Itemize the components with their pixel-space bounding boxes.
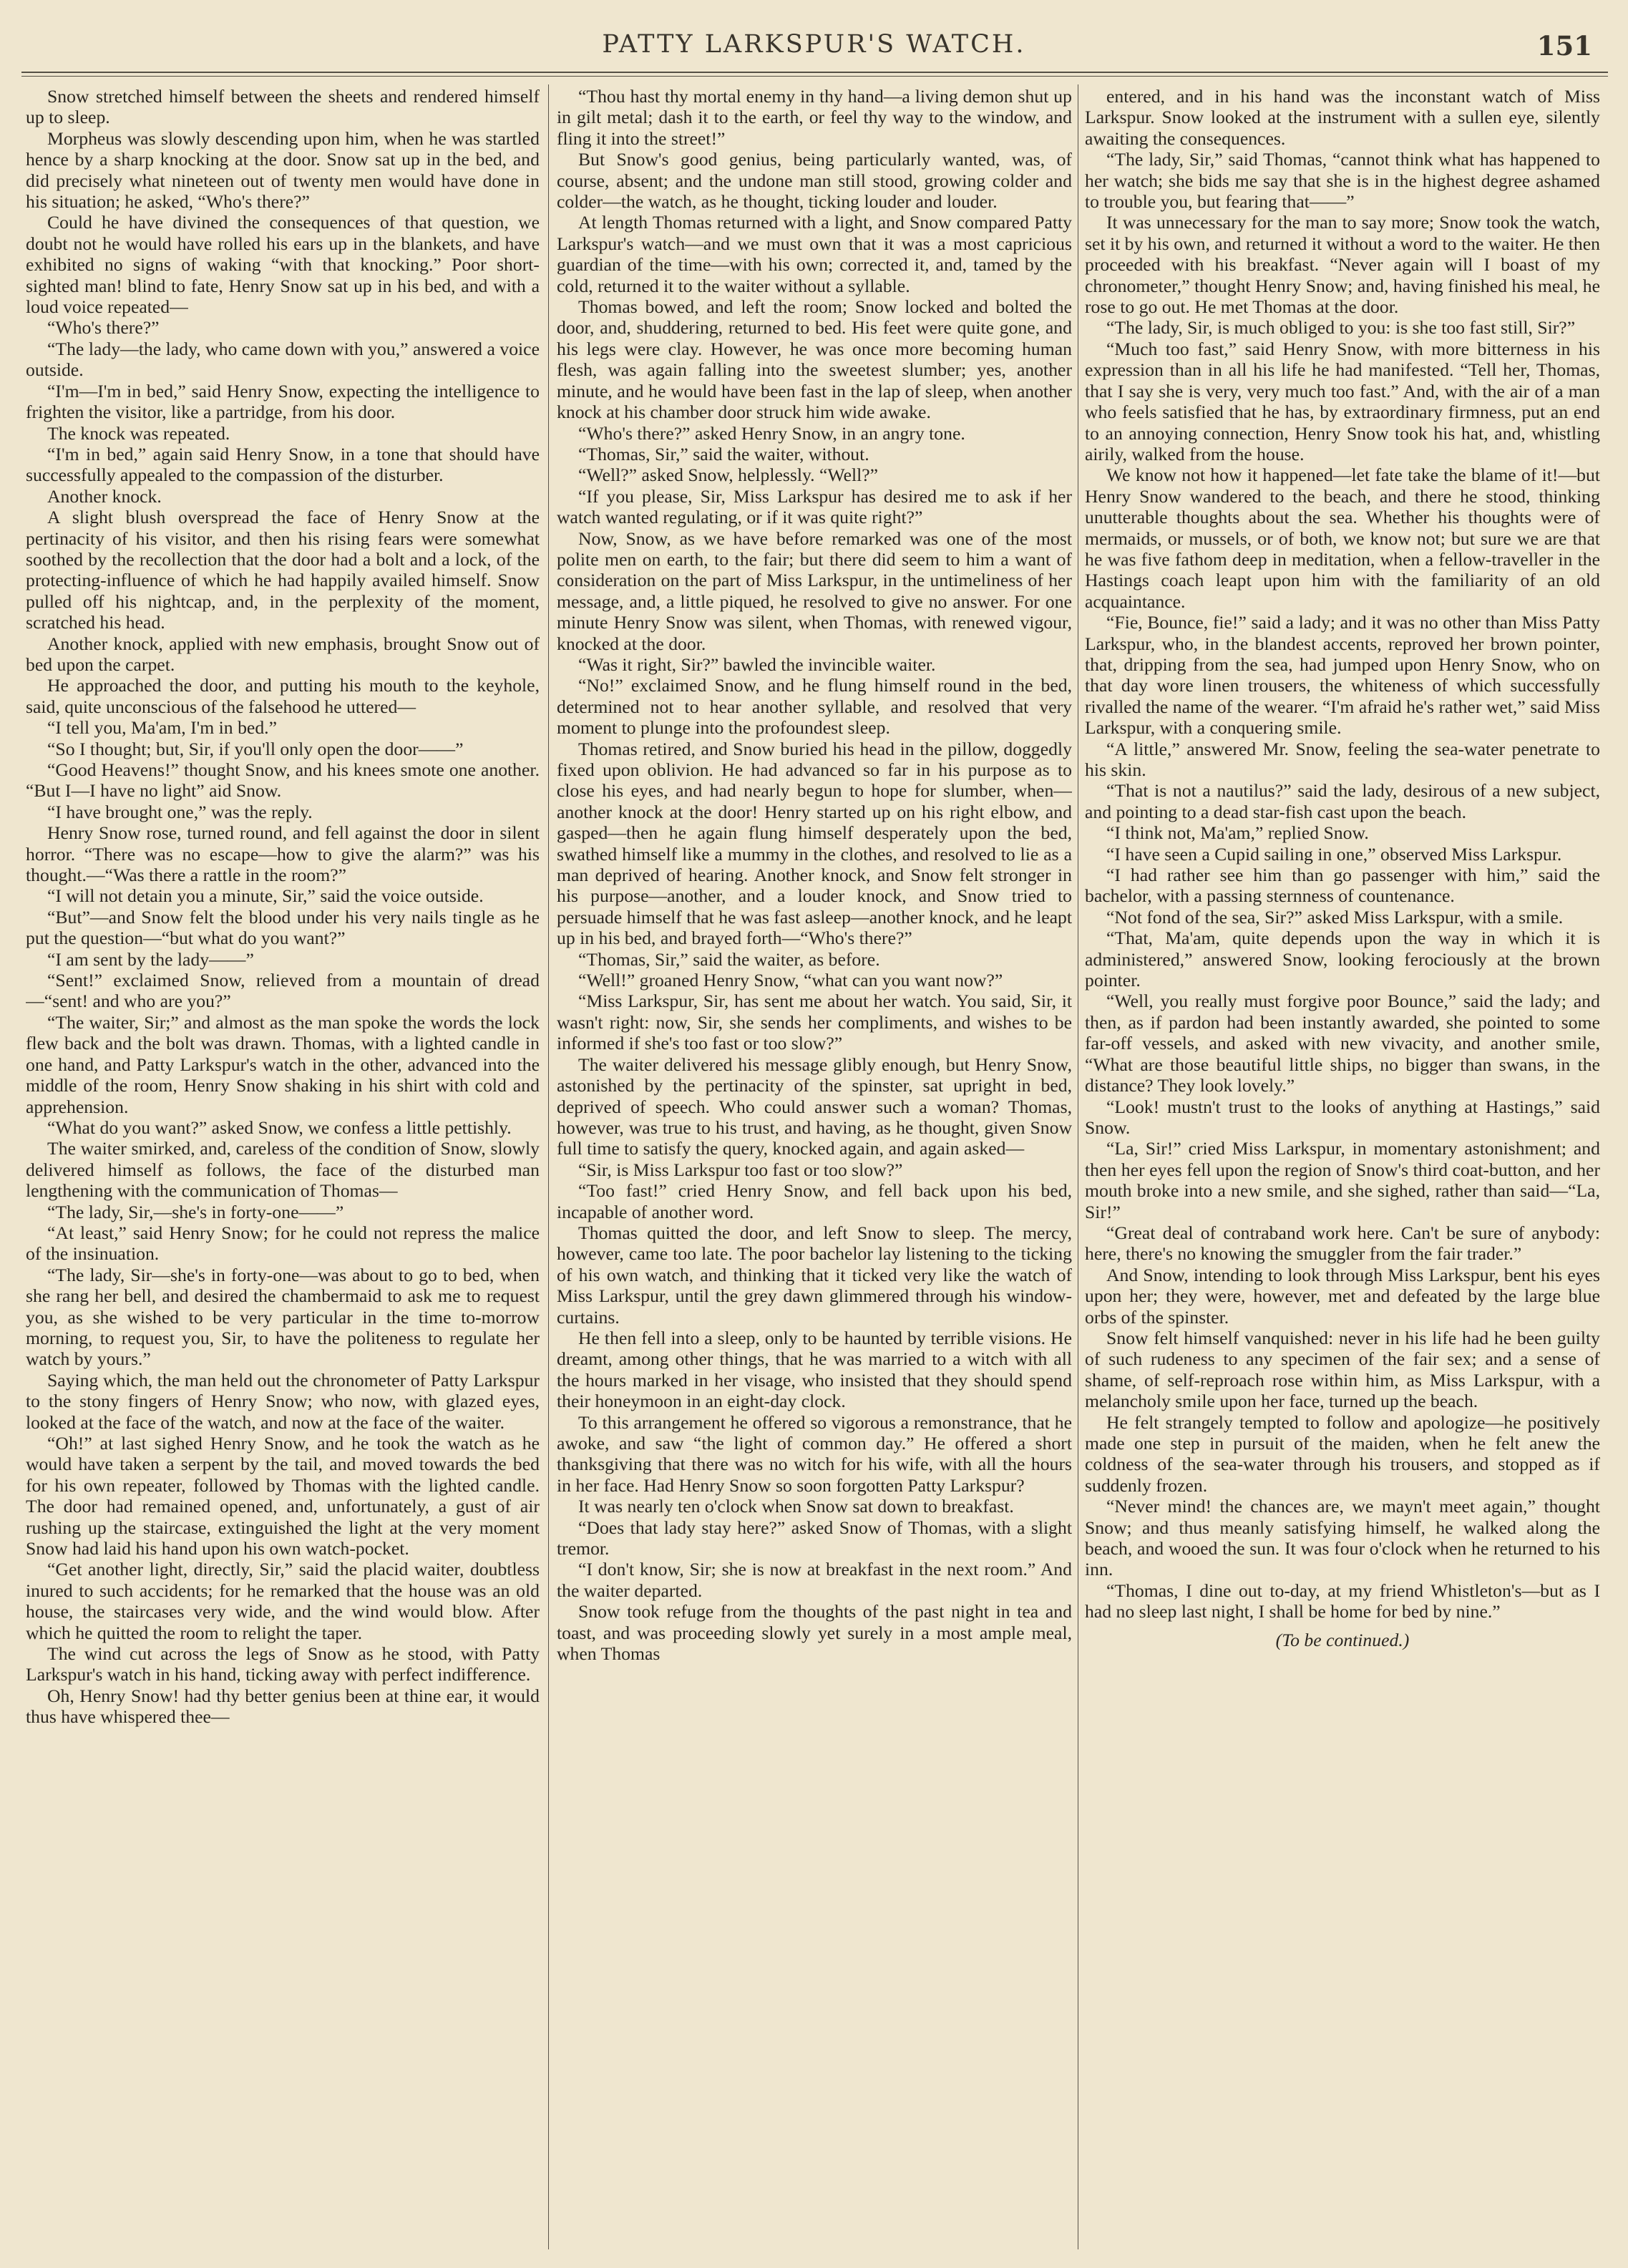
paragraph: “Was it right, Sir?” bawled the invincible waiter. [578, 653, 936, 675]
page-number: 151 [1536, 30, 1592, 62]
paragraph: “But”—and Snow felt the blood under his very nails tingle as he put the question—“but what do you want?” [26, 906, 540, 949]
paragraph: He felt strangely tempted to follow and apologize—he positively made one step in pursuit of the maiden, when he felt anew the coldness of the sea-water through his trousers, and stopped as if suddenly frozen. [1085, 1411, 1600, 1496]
paragraph: “Thomas, I dine out to-day, at my friend Whistleton's—but as I had no sleep last night, I shall be home for bed by nine.” [1085, 1580, 1600, 1622]
paragraph: We know not how it happened—let fate take the blame of it!—but Henry Snow wandered to the beach, and there he stood, thinking unutterable thoughts about the sea. Whether his thoughts were of mermaids, or mussels, or of both, we know not; but sure we are that he was five fathom deep in meditation, when a fellow-traveller in the Hastings coach leapt upon him with the familiarity of an old acquaintance. [1085, 464, 1600, 612]
paragraph: “That is not a nautilus?” said the lady, desirous of a new subject, and pointing to a dead star-fish cast upon the beach. [1085, 780, 1600, 822]
header-rule [21, 72, 1608, 77]
paragraph: “Fie, Bounce, fie!” said a lady; and it was no other than Miss Patty Larkspur, who, in the blandest accents, reproved her brown pointer, that, dripping from the sea, had jumped upon Henry Snow, who on that day wore linen trousers, the whiteness of which successfully rivalled the name of the wearer. “I'm afraid he's rather wet,” said Miss Larkspur, with a conquering smile. [1085, 612, 1600, 739]
paragraph: “The lady, Sir,” said Thomas, “cannot think what has happened to her watch; she bids me say that she is in the highest degree ashamed to trouble you, but fearing that——” [1085, 149, 1600, 213]
paragraph: “I will not detain you a minute, Sir,” said the voice outside. [47, 885, 484, 907]
paragraph: “If you please, Sir, Miss Larkspur has desired me to ask if her watch wanted regulating, or if it was quite right?” [557, 485, 1072, 528]
column-divider-1 [548, 84, 549, 2249]
paragraph: Morpheus was slowly descending upon him, when he was startled hence by a sharp knocking at the door. Snow sat up in the bed, and did precisely what nineteen out of twenty men would have done in his situation; he asked, “Who's there?” [26, 127, 540, 213]
paragraph: Snow took refuge from the thoughts of the past night in tea and toast, and was proceeding slowly yet surely in a most ample meal, when Thomas [557, 1601, 1072, 1665]
paragraph: “The lady, Sir,—she's in forty-one——” [47, 1201, 344, 1222]
paragraph: “Miss Larkspur, Sir, has sent me about her watch. You said, Sir, it wasn't right: now, Sir, she sends her compliments, and wishes to be informed if she's too fast or too slow?” [557, 991, 1072, 1054]
paragraph: “The lady, Sir, is much obliged to you: is she too fast still, Sir?” [1106, 317, 1576, 339]
paragraph: “The lady, Sir—she's in forty-one—was about to go to bed, when she rang her bell, and desired the chambermaid to ask me to request you, as she wished to be very particular in the time to-morrow morning, to request you, Sir, to have the politeness to regulate her watch by yours.” [26, 1264, 540, 1370]
paragraph: Could he have divined the consequences of that question, we doubt not he would have rolled his ears up in the blankets, and have exhibited no signs of waking “with that knocking.” Poor short-sighted man! blind to fate, Henry Snow sat up in his bed, and with a loud voice repeated— [26, 212, 540, 318]
paragraph: “I tell you, Ma'am, I'm in bed.” [47, 717, 277, 739]
paragraph: Thomas retired, and Snow buried his head in the pillow, doggedly fixed upon oblivion. He had advanced so far in his purpose as to close his eyes, and had nearly begun to hope for slumber, when—another knock at the door! Henry started up on his right elbow, and gasped—then he again flung himself desperately upon the bed, swathed himself like a mummy in the clothes, and resolved to lie as a man deprived of hearing. Another knock, and Snow felt stronger in his purpose—another, and a louder knock, and Snow tried to persuade himself that he was fast asleep—another knock, and he leapt up in his bed, and brayed forth—“Who's there?” [557, 738, 1072, 949]
paragraph: “Does that lady stay here?” asked Snow of Thomas, with a slight tremor. [557, 1517, 1072, 1559]
paragraph: Snow stretched himself between the sheets and rendered himself up to sleep. [26, 86, 540, 128]
paragraph: Oh, Henry Snow! had thy better genius been at thine ear, it would thus have whispered thee— [26, 1685, 540, 1728]
paragraph: “I'm—I'm in bed,” said Henry Snow, expecting the intelligence to frighten the visitor, like a partridge, from his door. [26, 380, 540, 423]
paragraph: He then fell into a sleep, only to be haunted by terrible visions. He dreamt, among other things, that he was married to a witch with all the hours marked in her visage, who insisted that they should spend their honeymoon in an eight-day clock. [557, 1327, 1072, 1412]
running-title: PATTY LARKSPUR'S WATCH. [602, 30, 1026, 59]
paragraph: “A little,” answered Mr. Snow, feeling the sea-water penetrate to his skin. [1085, 738, 1600, 780]
paragraph: “Get another light, directly, Sir,” said the placid waiter, doubtless inured to such accidents; for he remarked that the house was an old house, the staircases very wide, and the wind would blow. After which he quitted the room to relight the taper. [26, 1559, 540, 1643]
paragraph: “I think not, Ma'am,” replied Snow. [1106, 822, 1369, 844]
to-be-continued: (To be continued.) [1275, 1629, 1410, 1650]
paragraph: Thomas bowed, and left the room; Snow locked and bolted the door, and, shuddering, returned to bed. His feet were quite gone, and his legs were clay. However, he was once more becoming human flesh, was again falling into the sweetest slumber; yes, another minute, and he would have been fast in the lap of sleep, when another knock at his chamber door struck him wide awake. [557, 296, 1072, 423]
paragraph: Another knock, applied with new emphasis, brought Snow out of bed upon the carpet. [26, 633, 540, 675]
paragraph: “At least,” said Henry Snow; for he could not repress the malice of the insinuation. [26, 1222, 540, 1265]
paragraph: “Too fast!” cried Henry Snow, and fell back upon his bed, incapable of another word. [557, 1180, 1072, 1222]
paragraph: It was unnecessary for the man to say more; Snow took the watch, set it by his own, and returned it without a word to the waiter. He then proceeded with his breakfast. “Never again will I boast of my chronometer,” thought Henry Snow; and, having finished his meal, he rose to go out. He met Thomas at the door. [1085, 212, 1600, 318]
paragraph: “Well, you really must forgive poor Bounce,” said the lady; and then, as if pardon had been instantly awarded, she pointed to some far-off vessels, and asked with new vivacity, and another smile, “What are those beautiful little ships, no bigger than swans, in the distance? They look lovely.” [1085, 991, 1600, 1096]
paragraph: “I don't know, Sir; she is now at breakfast in the next room.” And the waiter departed. [557, 1559, 1072, 1601]
paragraph: The knock was repeated. [47, 422, 230, 444]
paragraph: “Sir, is Miss Larkspur too fast or too slow?” [578, 1159, 903, 1180]
paragraph: The waiter delivered his message glibly enough, but Henry Snow, astonished by the pertinacity of the spinster, sat upright in bed, deprived of speech. Who could answer such a woman? Thomas, however, was true to his trust, and having, as he thought, given Snow full time to satisfy the query, knocked again, and again asked— [557, 1053, 1072, 1159]
paragraph: entered, and in his hand was the inconstant watch of Miss Larkspur. Snow looked at the instrument with a sullen eye, silently awaiting the consequences. [1085, 86, 1600, 149]
paragraph: “I had rather see him than go passenger with him,” said the bachelor, with a passing sternness of countenance. [1085, 865, 1600, 907]
paragraph: “I'm in bed,” again said Henry Snow, in a tone that should have successfully appealed to the compassion of the disturber. [26, 443, 540, 486]
text-column-3 [1085, 86, 1600, 2247]
paragraph: “Never mind! the chances are, we mayn't meet again,” thought Snow; and thus meanly satisfying himself, he walked along the beach, and wooed the sun. It was four o'clock when he returned to his inn. [1085, 1496, 1600, 1580]
paragraph: Snow felt himself vanquished: never in his life had he been guilty of such rudeness to any specimen of the fair sex; and a sense of shame, of self-reproach rose within him, as Miss Larkspur, with a melancholy smile upon her face, turned up the beach. [1085, 1327, 1600, 1412]
paragraph: The wind cut across the legs of Snow as he stood, with Patty Larkspur's watch in his hand, ticking away with perfect indifference. [26, 1643, 540, 1685]
paragraph: “I have brought one,” was the reply. [47, 801, 313, 822]
paragraph: “Well?” asked Snow, helplessly. “Well?” [578, 464, 879, 486]
paragraph: “Look! mustn't trust to the looks of anything at Hastings,” said Snow. [1085, 1096, 1600, 1138]
paragraph: “Thomas, Sir,” said the waiter, without. [578, 443, 869, 464]
paragraph: Another knock. [47, 485, 162, 507]
paragraph: “Thou hast thy mortal enemy in thy hand—a living demon shut up in gilt metal; dash it to the earth, or feel thy way to the window, and fling it into the street!” [557, 86, 1072, 149]
paragraph: At length Thomas returned with a light, and Snow compared Patty Larkspur's watch—and we must own that it was a most capricious guardian of the time—with his own; corrected it, and, tamed by the cold, returned it to the waiter without a syllable. [557, 212, 1072, 296]
paragraph: “I am sent by the lady——” [47, 948, 254, 970]
paragraph: “Thomas, Sir,” said the waiter, as before. [578, 948, 880, 970]
paragraph: Now, Snow, as we have before remarked was one of the most polite men on earth, to the fair; but there did seem to him a want of consideration on the part of Miss Larkspur, in the untimeliness of her message, and, a little piqued, he resolved to give no answer. For one minute Henry Snow was silent, when Thomas, with renewed vigour, knocked at the door. [557, 527, 1072, 654]
paragraph: Thomas quitted the door, and left Snow to sleep. The mercy, however, came too late. The poor bachelor lay listening to the ticking of his own watch, and thinking that it ticked very like the watch of Miss Larkspur, until the grey dawn glimmered through his window-curtains. [557, 1222, 1072, 1328]
paragraph: It was nearly ten o'clock when Snow sat down to breakfast. [578, 1496, 1014, 1517]
paragraph: “I have seen a Cupid sailing in one,” observed Miss Larkspur. [1106, 843, 1562, 865]
page-header [21, 27, 1607, 64]
paragraph: “So I thought; but, Sir, if you'll only open the door——” [47, 738, 464, 759]
paragraph: To this arrangement he offered so vigorous a remonstrance, that he awoke, and saw “the light of common day.” He offered a short thanksgiving that there was no witch for his wife, with all the hours in her face. Had Henry Snow so soon forgotten Patty Larkspur? [557, 1411, 1072, 1496]
paragraph: “What do you want?” asked Snow, we confess a little pettishly. [47, 1116, 512, 1138]
paragraph: Henry Snow rose, turned round, and fell against the door in silent horror. “There was no escape—how to give the alarm?” was his thought.—“Was there a rattle in the room?” [26, 822, 540, 886]
paragraph: “Great deal of contraband work here. Can't be sure of anybody: here, there's no knowing the smuggler from the fair trader.” [1085, 1222, 1600, 1265]
paragraph: But Snow's good genius, being particularly wanted, was, of course, absent; and the undone man still stood, growing colder and colder—the watch, as he thought, ticking louder and louder. [557, 149, 1072, 213]
paragraph: “The waiter, Sir;” and almost as the man spoke the words the lock flew back and the bolt was drawn. Thomas, with a lighted candle in one hand, and Patty Larkspur's watch in the other, advanced into the middle of the room, Henry Snow shaking in his shirt with cold and apprehension. [26, 1011, 540, 1117]
paragraph: “Who's there?” asked Henry Snow, in an angry tone. [578, 422, 965, 444]
paragraph: “Who's there?” [47, 317, 160, 339]
paragraph: He approached the door, and putting his mouth to the keyhole, said, quite unconscious of the falsehood he uttered— [26, 675, 540, 717]
paragraph: And Snow, intending to look through Miss Larkspur, bent his eyes upon her; they were, however, met and defeated by the large blue orbs of the spinster. [1085, 1264, 1600, 1328]
paragraph: “Good Heavens!” thought Snow, and his knees smote one another. “But I—I have no light” aid Snow. [26, 759, 540, 802]
text-column-1 [26, 86, 540, 2247]
paragraph: “That, Ma'am, quite depends upon the way in which it is administered,” answered Snow, looking ferociously at the brown pointer. [1085, 928, 1600, 991]
paragraph: “Oh!” at last sighed Henry Snow, and he took the watch as he would have taken a serpent by the tail, and moved towards the bed for his own repeater, followed by Thomas with the lighted candle. The door had remained opened, and, unfortunately, a gust of air rushing up the staircase, extinguished the light at the very moment Snow had laid his hand upon his own watch-pocket. [26, 1433, 540, 1559]
text-column-2 [557, 86, 1072, 2247]
paragraph: “La, Sir!” cried Miss Larkspur, in momentary astonishment; and then her eyes fell upon the region of Snow's third coat-button, and her mouth broke into a new smile, and she sighed, rather than said—“La, Sir!” [1085, 1138, 1600, 1222]
paragraph: A slight blush overspread the face of Henry Snow at the pertinacity of his visitor, and then his rising fears were somewhat soothed by the recollection that the door had a bolt and a lock, of the protecting-influence of which he had happily availed himself. Snow pulled off his nightcap, and, in the perplexity of the moment, scratched his head. [26, 507, 540, 633]
paragraph: “Not fond of the sea, Sir?” asked Miss Larkspur, with a smile. [1106, 906, 1564, 928]
paragraph: “Well!” groaned Henry Snow, “what can you want now?” [578, 970, 1003, 991]
paragraph: “Sent!” exclaimed Snow, relieved from a mountain of dread—“sent! and who are you?” [26, 970, 540, 1012]
paragraph: “No!” exclaimed Snow, and he flung himself round in the bed, determined not to hear another syllable, and resolved that very moment to plunge into the profoundest sleep. [557, 675, 1072, 739]
paragraph: Saying which, the man held out the chronometer of Patty Larkspur to the stony fingers of Henry Snow; who now, with glazed eyes, looked at the face of the watch, and now at the face of the waiter. [26, 1369, 540, 1433]
paragraph: “Much too fast,” said Henry Snow, with more bitterness in his expression than in all his life he had manifested. “Tell her, Thomas, that I say she is very, very much too fast.” And, with the air of a man who feels satisfied that he has, by extraordinary firmness, put an end to an annoying connection, Henry Snow took his hat, and, whistling airily, walked from the house. [1085, 338, 1600, 464]
paragraph: The waiter smirked, and, careless of the condition of Snow, slowly delivered himself as follows, the face of the disturbed man lengthening with the communication of Thomas— [26, 1138, 540, 1202]
paragraph: “The lady—the lady, who came down with you,” answered a voice outside. [26, 338, 540, 381]
